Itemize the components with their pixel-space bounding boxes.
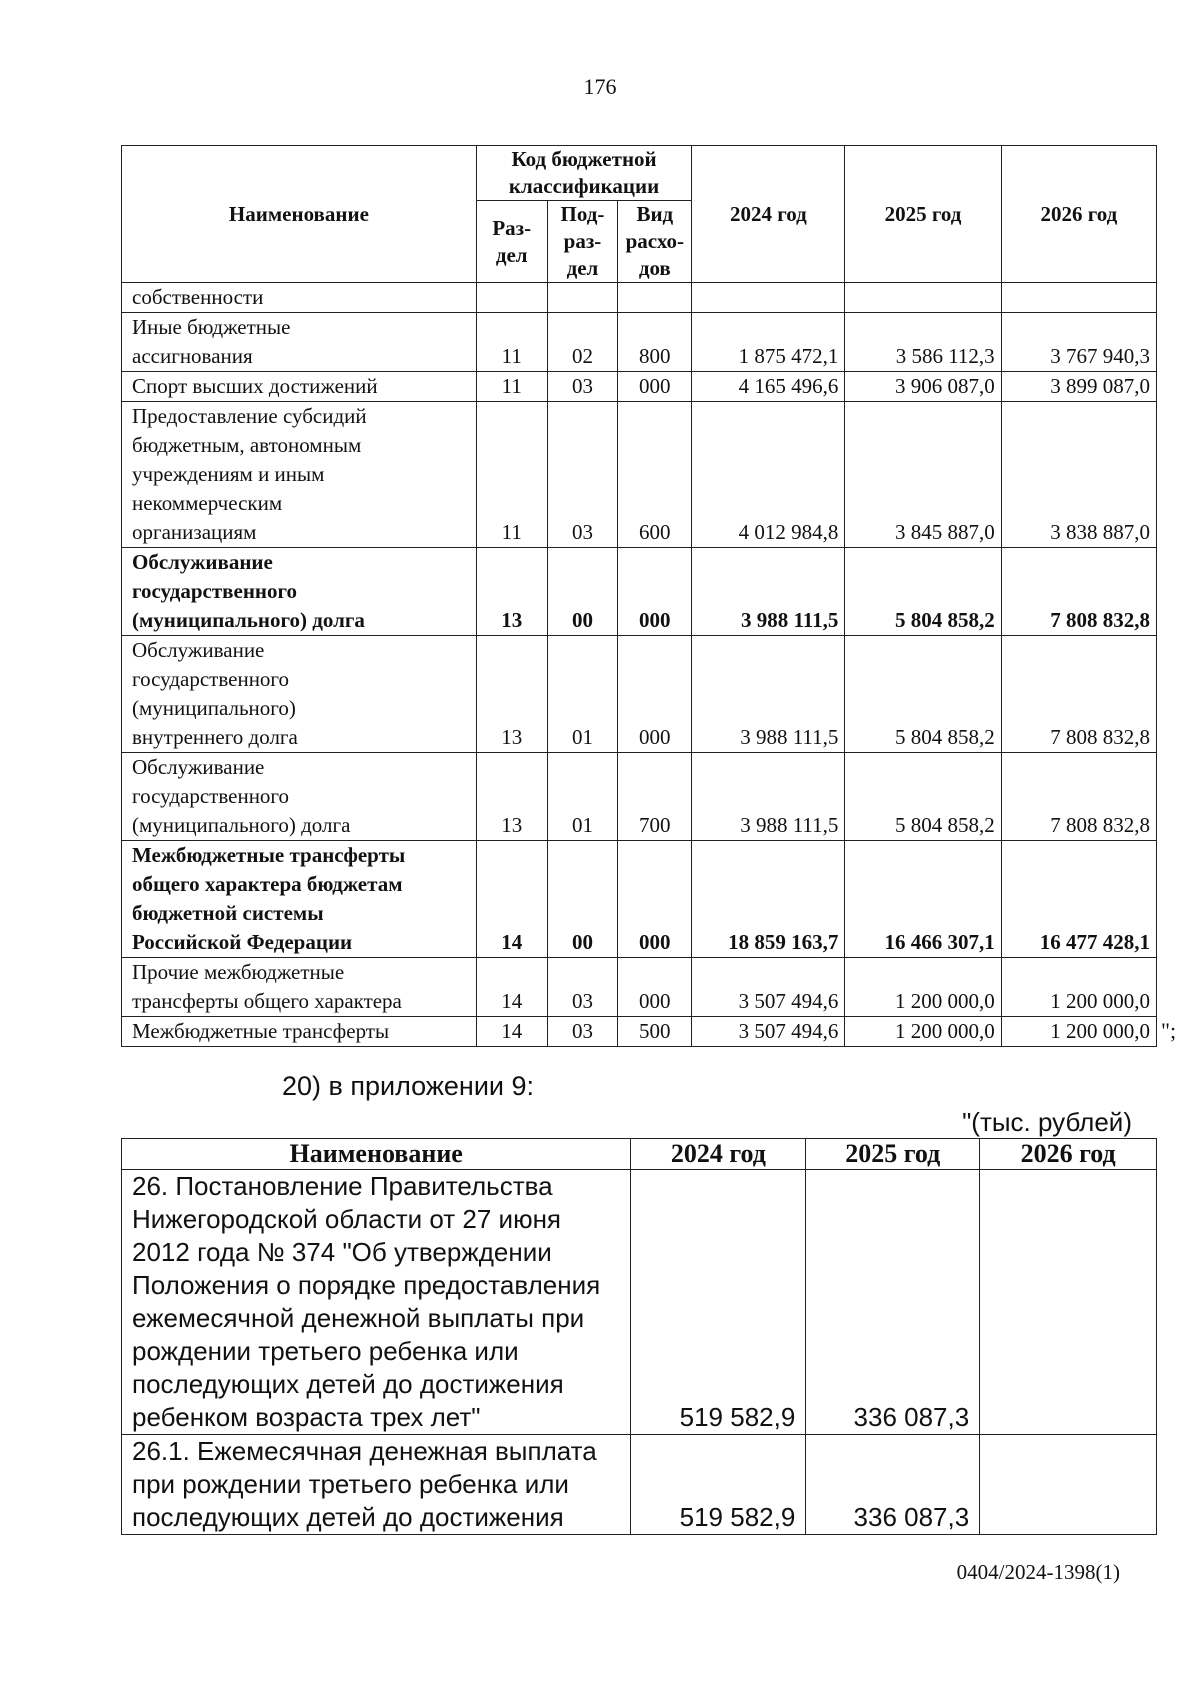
units-label: "(тыс. рублей) <box>962 1107 1132 1137</box>
row-value-2024: 1 875 472,1 <box>692 313 845 372</box>
row-value-2025: 5 804 858,2 <box>845 753 1001 841</box>
row-value-2026: 7 808 832,8 <box>1001 753 1156 841</box>
row-name: Межбюджетные трансферты <box>122 1017 477 1047</box>
row-section: 13 <box>476 636 547 753</box>
table-row <box>122 841 1157 958</box>
row-section <box>476 283 547 313</box>
row-name: Прочие межбюджетные трансферты общего характера <box>122 958 477 1017</box>
row-subsection: 03 <box>547 958 618 1017</box>
row-expense-type: 700 <box>618 753 692 841</box>
header-2026: 2026 год <box>980 1139 1157 1170</box>
header-2024: 2024 год <box>631 1139 806 1170</box>
row-expense-type: 600 <box>618 402 692 548</box>
row-section: 11 <box>476 313 547 372</box>
table-row <box>122 283 1157 313</box>
row-value-2026: 7 808 832,8 <box>1001 636 1156 753</box>
header-name: Наименование <box>122 1139 631 1170</box>
row-section: 14 <box>476 841 547 958</box>
row-value-2024: 18 859 163,7 <box>692 841 845 958</box>
row-value-2024: 4 165 496,6 <box>692 372 845 402</box>
row-value-2024: 3 988 111,5 <box>692 548 845 636</box>
header-2025: 2025 год <box>806 1139 980 1170</box>
row-value-2026 <box>980 1170 1157 1435</box>
table-row <box>122 1435 1157 1535</box>
header-subsection: Под- раз- дел <box>547 201 618 283</box>
row-subsection: 03 <box>547 372 618 402</box>
table-row <box>122 313 1157 372</box>
row-name: Обслуживание государственного (муниципального) долга <box>122 753 477 841</box>
row-subsection: 03 <box>547 402 618 548</box>
row-section: 11 <box>476 372 547 402</box>
closing-quote: "; <box>1161 1018 1177 1043</box>
row-value-2026 <box>980 1435 1157 1535</box>
row-value-2026: 16 477 428,1 <box>1001 841 1156 958</box>
row-value-2026: 3 899 087,0 <box>1001 372 1156 402</box>
row-value-2025: 16 466 307,1 <box>845 841 1001 958</box>
row-expense-type: 000 <box>618 958 692 1017</box>
row-value-2025: 336 087,3 <box>806 1435 980 1535</box>
row-expense-type: 000 <box>618 548 692 636</box>
row-value-2024: 4 012 984,8 <box>692 402 845 548</box>
row-value-2025: 1 200 000,0 <box>845 1017 1001 1047</box>
row-expense-type: 800 <box>618 313 692 372</box>
row-value-2024: 519 582,9 <box>631 1435 806 1535</box>
budget-classification-table <box>121 145 1157 1047</box>
row-section: 14 <box>476 1017 547 1047</box>
row-name: Обслуживание государственного (муниципального) внутреннего долга <box>122 636 477 753</box>
table-row <box>122 1017 1157 1047</box>
table-row <box>122 1170 1157 1435</box>
row-expense-type: 000 <box>618 636 692 753</box>
row-value-2026: 3 767 940,3 <box>1001 313 1156 372</box>
row-value-2026: 3 838 887,0 <box>1001 402 1156 548</box>
table-row <box>122 548 1157 636</box>
appendix-9-table <box>121 1138 1157 1535</box>
row-name: Предоставление субсидий бюджетным, автономным учреждениям и иным некоммерческим организациям <box>122 402 477 548</box>
row-value-2024: 3 988 111,5 <box>692 753 845 841</box>
row-name: 26.1. Ежемесячная денежная выплата при рождении третьего ребенка или последующих детей до достижения <box>122 1435 631 1535</box>
row-value-2025: 1 200 000,0 <box>845 958 1001 1017</box>
row-value-2025: 336 087,3 <box>806 1170 980 1435</box>
row-subsection: 00 <box>547 841 618 958</box>
table-row <box>122 958 1157 1017</box>
row-subsection <box>547 283 618 313</box>
header-name: Наименование <box>122 146 477 283</box>
table-row <box>122 636 1157 753</box>
row-subsection: 02 <box>547 313 618 372</box>
row-name: собственности <box>122 283 477 313</box>
row-value-2025: 5 804 858,2 <box>845 636 1001 753</box>
table-row <box>122 753 1157 841</box>
row-section: 14 <box>476 958 547 1017</box>
header-2024: 2024 год <box>692 146 845 283</box>
row-value-2024: 3 988 111,5 <box>692 636 845 753</box>
row-expense-type: 000 <box>618 841 692 958</box>
row-value-2024: 3 507 494,6 <box>692 958 845 1017</box>
row-value-2024: 3 507 494,6 <box>692 1017 845 1047</box>
table-row <box>122 372 1157 402</box>
row-value-2025 <box>845 283 1001 313</box>
row-name: Иные бюджетные ассигнования <box>122 313 477 372</box>
row-value-2026 <box>1001 283 1156 313</box>
row-subsection: 03 <box>547 1017 618 1047</box>
row-value-2025: 5 804 858,2 <box>845 548 1001 636</box>
row-subsection: 01 <box>547 753 618 841</box>
header-code-group: Код бюджетной классификации <box>476 146 691 201</box>
table-row <box>122 402 1157 548</box>
row-value-2026: 1 200 000,0 <box>1001 1017 1156 1047</box>
row-name: 26. Постановление Правительства Нижегородской области от 27 июня 2012 года № 374 "Об утверждении Положения о порядке предоставления ежемесячной денежной выплаты при рождении третьего ребенка или последующих детей до достижения ребенком возраста трех лет" <box>122 1170 631 1435</box>
header-2025: 2025 год <box>845 146 1001 283</box>
row-name: Межбюджетные трансферты общего характера бюджетам бюджетной системы Российской Федерации <box>122 841 477 958</box>
row-value-2025: 3 845 887,0 <box>845 402 1001 548</box>
section-heading: 20) в приложении 9: <box>282 1071 535 1101</box>
row-value-2026: 1 200 000,0 <box>1001 958 1156 1017</box>
page-number: 176 <box>583 74 617 99</box>
row-subsection: 01 <box>547 636 618 753</box>
row-expense-type: 500 <box>618 1017 692 1047</box>
header-2026: 2026 год <box>1001 146 1156 283</box>
document-code: 0404/2024-1398(1) <box>956 1560 1120 1584</box>
row-section: 13 <box>476 753 547 841</box>
row-expense-type <box>618 283 692 313</box>
row-section: 13 <box>476 548 547 636</box>
row-expense-type: 000 <box>618 372 692 402</box>
row-subsection: 00 <box>547 548 618 636</box>
row-name: Обслуживание государственного (муниципального) долга <box>122 548 477 636</box>
row-value-2024: 519 582,9 <box>631 1170 806 1435</box>
row-value-2025: 3 906 087,0 <box>845 372 1001 402</box>
row-value-2025: 3 586 112,3 <box>845 313 1001 372</box>
row-value-2026: 7 808 832,8 <box>1001 548 1156 636</box>
header-expense-type: Вид расхо- дов <box>618 201 692 283</box>
row-name: Спорт высших достижений <box>122 372 477 402</box>
row-value-2024 <box>692 283 845 313</box>
row-section: 11 <box>476 402 547 548</box>
header-section: Раз- дел <box>476 201 547 283</box>
